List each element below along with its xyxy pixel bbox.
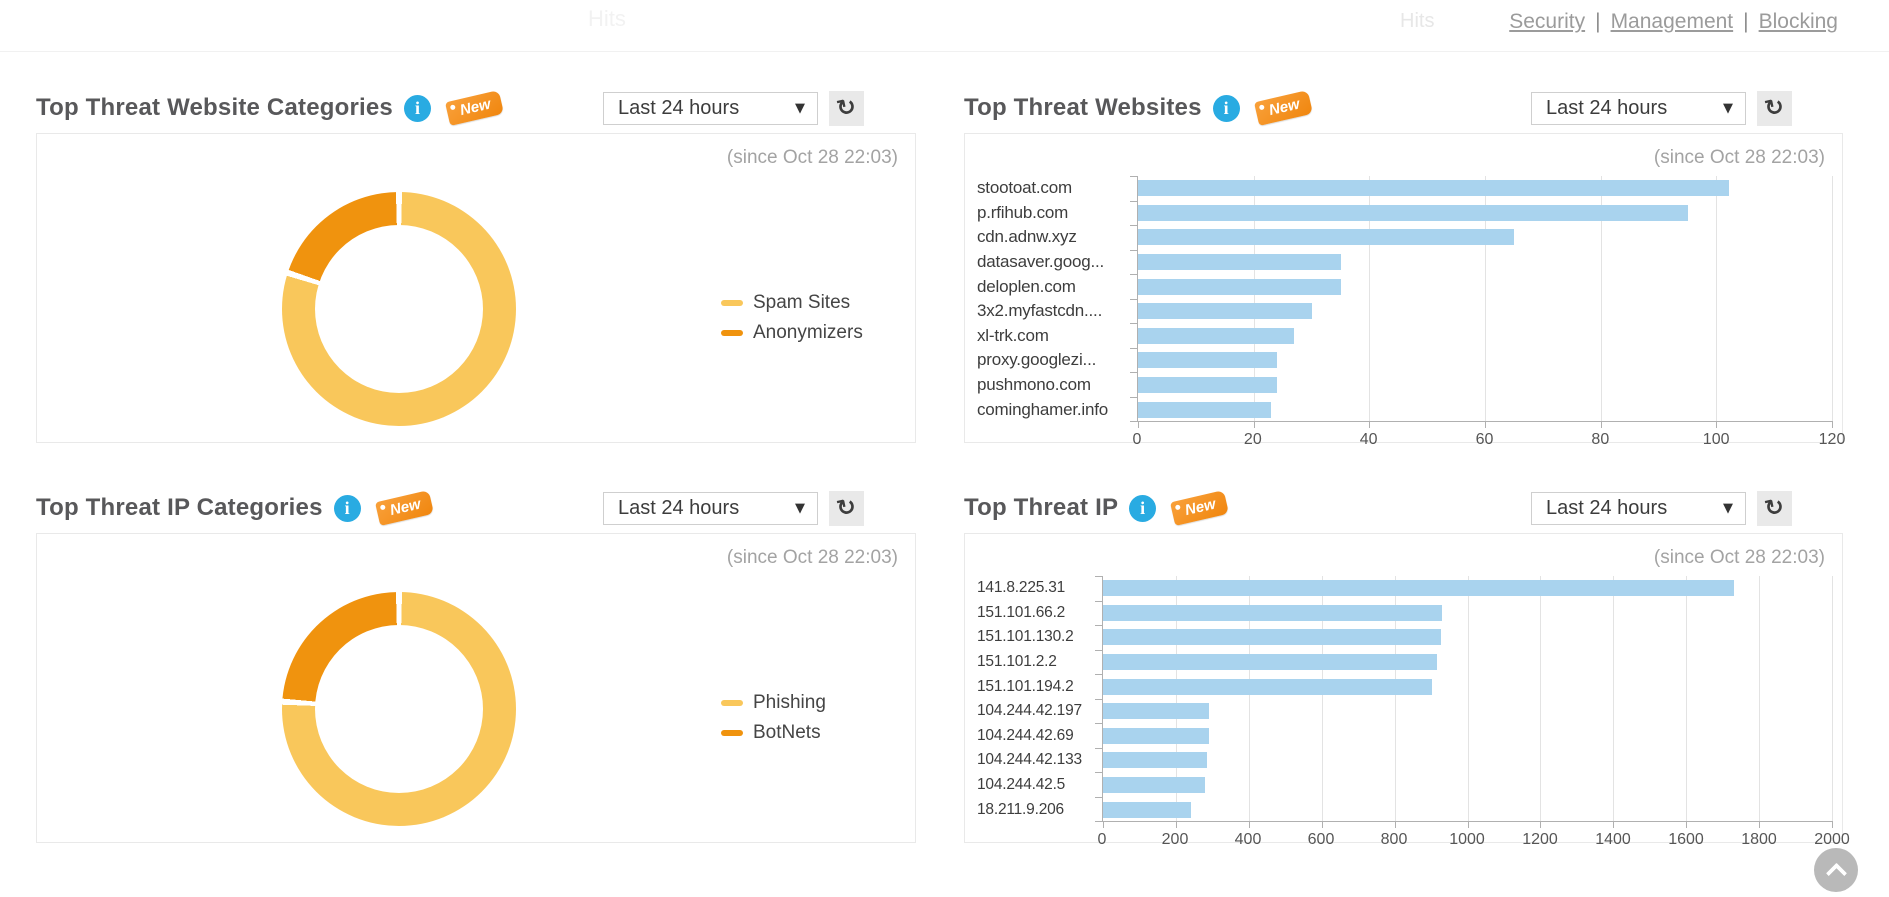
x-tick-label: 200 (1161, 831, 1189, 848)
x-tick-label: 800 (1380, 831, 1408, 848)
donut-chart[interactable] (282, 192, 516, 426)
panel-header-ip (964, 488, 1792, 528)
time-range-value: Last 24 hours (618, 496, 740, 519)
bar-track (1137, 402, 1832, 418)
x-tick-mark (1832, 421, 1833, 428)
legend-label: Spam Sites (753, 292, 851, 313)
card-ip-categories (36, 533, 916, 843)
panel-title-websites: Top Threat Websites (964, 94, 1202, 121)
bar[interactable] (1138, 328, 1294, 344)
info-icon[interactable]: i (334, 495, 361, 522)
bar-category-label: proxy.googlezi... (977, 350, 1097, 370)
bar[interactable] (1103, 580, 1734, 596)
bar-category-label: cominghamer.info (977, 399, 1108, 419)
bar-category-label: 3x2.myfastcdn.... (977, 301, 1103, 321)
panel-header-ip-categories (36, 488, 864, 528)
x-axis (1097, 822, 1850, 856)
x-tick-label: 2000 (1814, 831, 1850, 848)
bar-row (977, 274, 1832, 299)
info-icon[interactable]: i (404, 95, 431, 122)
legend-swatch (721, 700, 743, 706)
time-range-select[interactable] (603, 92, 818, 125)
bar-category-label: 104.244.42.69 (977, 726, 1074, 744)
bar-track (1137, 328, 1832, 344)
bar-category-label: 151.101.130.2 (977, 628, 1074, 646)
bar-row (977, 250, 1832, 275)
bar[interactable] (1103, 629, 1441, 645)
bar[interactable] (1138, 402, 1271, 418)
bar[interactable] (1138, 205, 1688, 221)
legend-label: Anonymizers (753, 322, 863, 343)
nav-link-management[interactable]: Management (1610, 10, 1734, 33)
refresh-button[interactable] (1757, 491, 1792, 526)
bar-category-label: p.rfihub.com (977, 202, 1069, 222)
new-badge: New (375, 490, 434, 526)
bar-row (977, 373, 1832, 398)
nav-separator: | (1743, 10, 1749, 33)
since-label: (since Oct 28 22:03) (1653, 547, 1825, 568)
panel-header-websites (964, 88, 1792, 128)
legend (721, 292, 863, 344)
bar[interactable] (1103, 654, 1437, 670)
bar-chart (977, 576, 1850, 848)
card-ip (964, 533, 1850, 848)
bar-row (977, 674, 1832, 699)
bar-row (977, 324, 1832, 349)
bar-track (1137, 352, 1832, 368)
chevron-up-icon (1825, 862, 1846, 883)
since-label: (since Oct 28 22:03) (726, 547, 898, 568)
bar-track (1102, 703, 1832, 719)
bar-row (977, 650, 1832, 675)
bar-track (1102, 580, 1832, 596)
x-tick-label: 20 (1243, 431, 1262, 448)
bar[interactable] (1103, 728, 1209, 744)
legend-swatch (721, 730, 743, 736)
bar[interactable] (1138, 180, 1729, 196)
bar-track (1137, 254, 1832, 270)
bar-category-label: 104.244.42.197 (977, 702, 1082, 720)
bar-row (977, 225, 1832, 250)
time-range-select[interactable] (1531, 492, 1746, 525)
panel-title-website-categories: Top Threat Website Categories (36, 94, 393, 121)
bar[interactable] (1103, 802, 1191, 818)
time-range-value: Last 24 hours (1546, 96, 1668, 119)
gridline (1832, 176, 1833, 421)
bar-category-label: datasaver.goog... (977, 252, 1105, 272)
bar-category-label: deloplen.com (977, 276, 1076, 296)
bar-category-label: pushmono.com (977, 375, 1091, 395)
bar-category-label: 141.8.225.31 (977, 579, 1066, 597)
legend (721, 692, 826, 744)
legend-item[interactable] (721, 722, 826, 744)
bar[interactable] (1138, 303, 1312, 319)
bar-category-label: 18.211.9.206 (977, 800, 1064, 818)
ghost-hits-label-left: Hits (588, 6, 626, 31)
x-tick-label: 1000 (1449, 831, 1485, 848)
bar-category-label: cdn.adnw.xyz (977, 227, 1077, 247)
refresh-button[interactable] (829, 91, 864, 126)
bar-track (1102, 802, 1832, 818)
since-label: (since Oct 28 22:03) (1653, 147, 1825, 168)
bar-track (1137, 229, 1832, 245)
x-tick-label: 0 (1097, 831, 1107, 848)
bar-track (1102, 605, 1832, 621)
bar-rows (977, 576, 1832, 822)
x-tick-label: 1400 (1595, 831, 1631, 848)
bar-row (977, 397, 1832, 422)
bar-track (1137, 205, 1832, 221)
new-badge: New (1254, 90, 1313, 126)
bar-category-label: 151.101.194.2 (977, 677, 1074, 695)
legend-item[interactable] (721, 322, 863, 344)
chevron-down-icon: ▼ (795, 500, 805, 516)
refresh-icon: ↻ (1762, 492, 1787, 523)
bar-chart (977, 176, 1846, 448)
x-tick-label: 80 (1591, 431, 1610, 448)
bar-row (977, 348, 1832, 373)
bar-category-label: 104.244.42.5 (977, 776, 1066, 794)
bar-rows (977, 176, 1832, 422)
panel-title-ip: Top Threat IP (964, 494, 1119, 521)
time-range-select[interactable] (603, 492, 818, 525)
bar-category-label: 151.101.2.2 (977, 653, 1057, 671)
bar-category-label: stootoat.com (977, 178, 1072, 198)
bar-row (977, 299, 1832, 324)
legend-label: Phishing (753, 692, 826, 713)
bar[interactable] (1138, 229, 1514, 245)
bar-row (977, 748, 1832, 773)
x-tick-label: 60 (1475, 431, 1494, 448)
nav-link-blocking[interactable]: Blocking (1758, 10, 1838, 33)
legend-item[interactable] (721, 692, 826, 714)
bar[interactable] (1103, 703, 1209, 719)
scroll-to-top-button[interactable] (1814, 848, 1858, 892)
card-website-categories (36, 133, 916, 443)
legend-item[interactable] (721, 292, 863, 314)
legend-swatch (721, 330, 743, 336)
bar-track (1102, 629, 1832, 645)
refresh-icon: ↻ (834, 92, 859, 123)
x-tick-label: 1800 (1741, 831, 1777, 848)
bar[interactable] (1103, 605, 1442, 621)
bar-track (1102, 752, 1832, 768)
bar-track (1137, 180, 1832, 196)
ghost-hits-label-right: Hits (1400, 10, 1435, 32)
x-tick-label: 0 (1132, 431, 1142, 448)
bar-track (1137, 377, 1832, 393)
bar[interactable] (1103, 679, 1432, 695)
bar-row (977, 773, 1832, 798)
x-tick-label: 1600 (1668, 831, 1704, 848)
refresh-icon: ↻ (1762, 92, 1787, 123)
bar-row (977, 724, 1832, 749)
x-tick-label: 400 (1234, 831, 1262, 848)
bar[interactable] (1138, 279, 1341, 295)
chevron-down-icon: ▼ (795, 100, 805, 116)
bar-row (977, 699, 1832, 724)
bar-row (977, 797, 1832, 822)
bar-row (977, 576, 1832, 601)
nav-link-security[interactable]: Security (1509, 10, 1586, 33)
bar[interactable] (1138, 254, 1341, 270)
bar-row (977, 625, 1832, 650)
bar[interactable] (1138, 377, 1277, 393)
chevron-down-icon: ▼ (1723, 100, 1733, 116)
refresh-button[interactable] (829, 491, 864, 526)
x-tick-label: 1200 (1522, 831, 1558, 848)
bar-category-label: xl-trk.com (977, 325, 1049, 345)
x-tick-label: 600 (1307, 831, 1335, 848)
legend-label: BotNets (753, 722, 821, 743)
bar-track (1102, 728, 1832, 744)
bar[interactable] (1103, 777, 1205, 793)
refresh-icon: ↻ (834, 492, 859, 523)
x-tick-mark (1832, 821, 1833, 828)
x-axis (1132, 422, 1846, 456)
time-range-value: Last 24 hours (1546, 496, 1668, 519)
top-nav (1509, 10, 1838, 34)
panel-title-ip-categories: Top Threat IP Categories (36, 494, 323, 521)
gridline (1832, 576, 1833, 821)
since-label: (since Oct 28 22:03) (726, 147, 898, 168)
bar-track (1102, 654, 1832, 670)
x-tick-label: 100 (1702, 431, 1730, 448)
bar-track (1137, 303, 1832, 319)
refresh-button[interactable] (1757, 91, 1792, 126)
bar-track (1102, 777, 1832, 793)
info-icon[interactable]: i (1129, 495, 1156, 522)
nav-separator: | (1595, 10, 1601, 33)
bar-track (1137, 279, 1832, 295)
top-header (0, 0, 1889, 52)
bar-track (1102, 679, 1832, 695)
donut-chart[interactable] (282, 592, 516, 826)
legend-swatch (721, 300, 743, 306)
info-icon[interactable]: i (1213, 95, 1240, 122)
bar-row (977, 201, 1832, 226)
time-range-value: Last 24 hours (618, 96, 740, 119)
bar-row (977, 176, 1832, 201)
new-badge: New (1170, 490, 1229, 526)
bar-row (977, 601, 1832, 626)
chevron-down-icon: ▼ (1723, 500, 1733, 516)
panel-header-website-categories (36, 88, 864, 128)
time-range-select[interactable] (1531, 92, 1746, 125)
bar-category-label: 151.101.66.2 (977, 603, 1066, 621)
x-tick-label: 40 (1359, 431, 1378, 448)
new-badge: New (445, 90, 504, 126)
bar[interactable] (1103, 752, 1207, 768)
bar-category-label: 104.244.42.133 (977, 751, 1082, 769)
card-websites (964, 133, 1846, 448)
x-tick-label: 120 (1818, 431, 1846, 448)
bar[interactable] (1138, 352, 1277, 368)
